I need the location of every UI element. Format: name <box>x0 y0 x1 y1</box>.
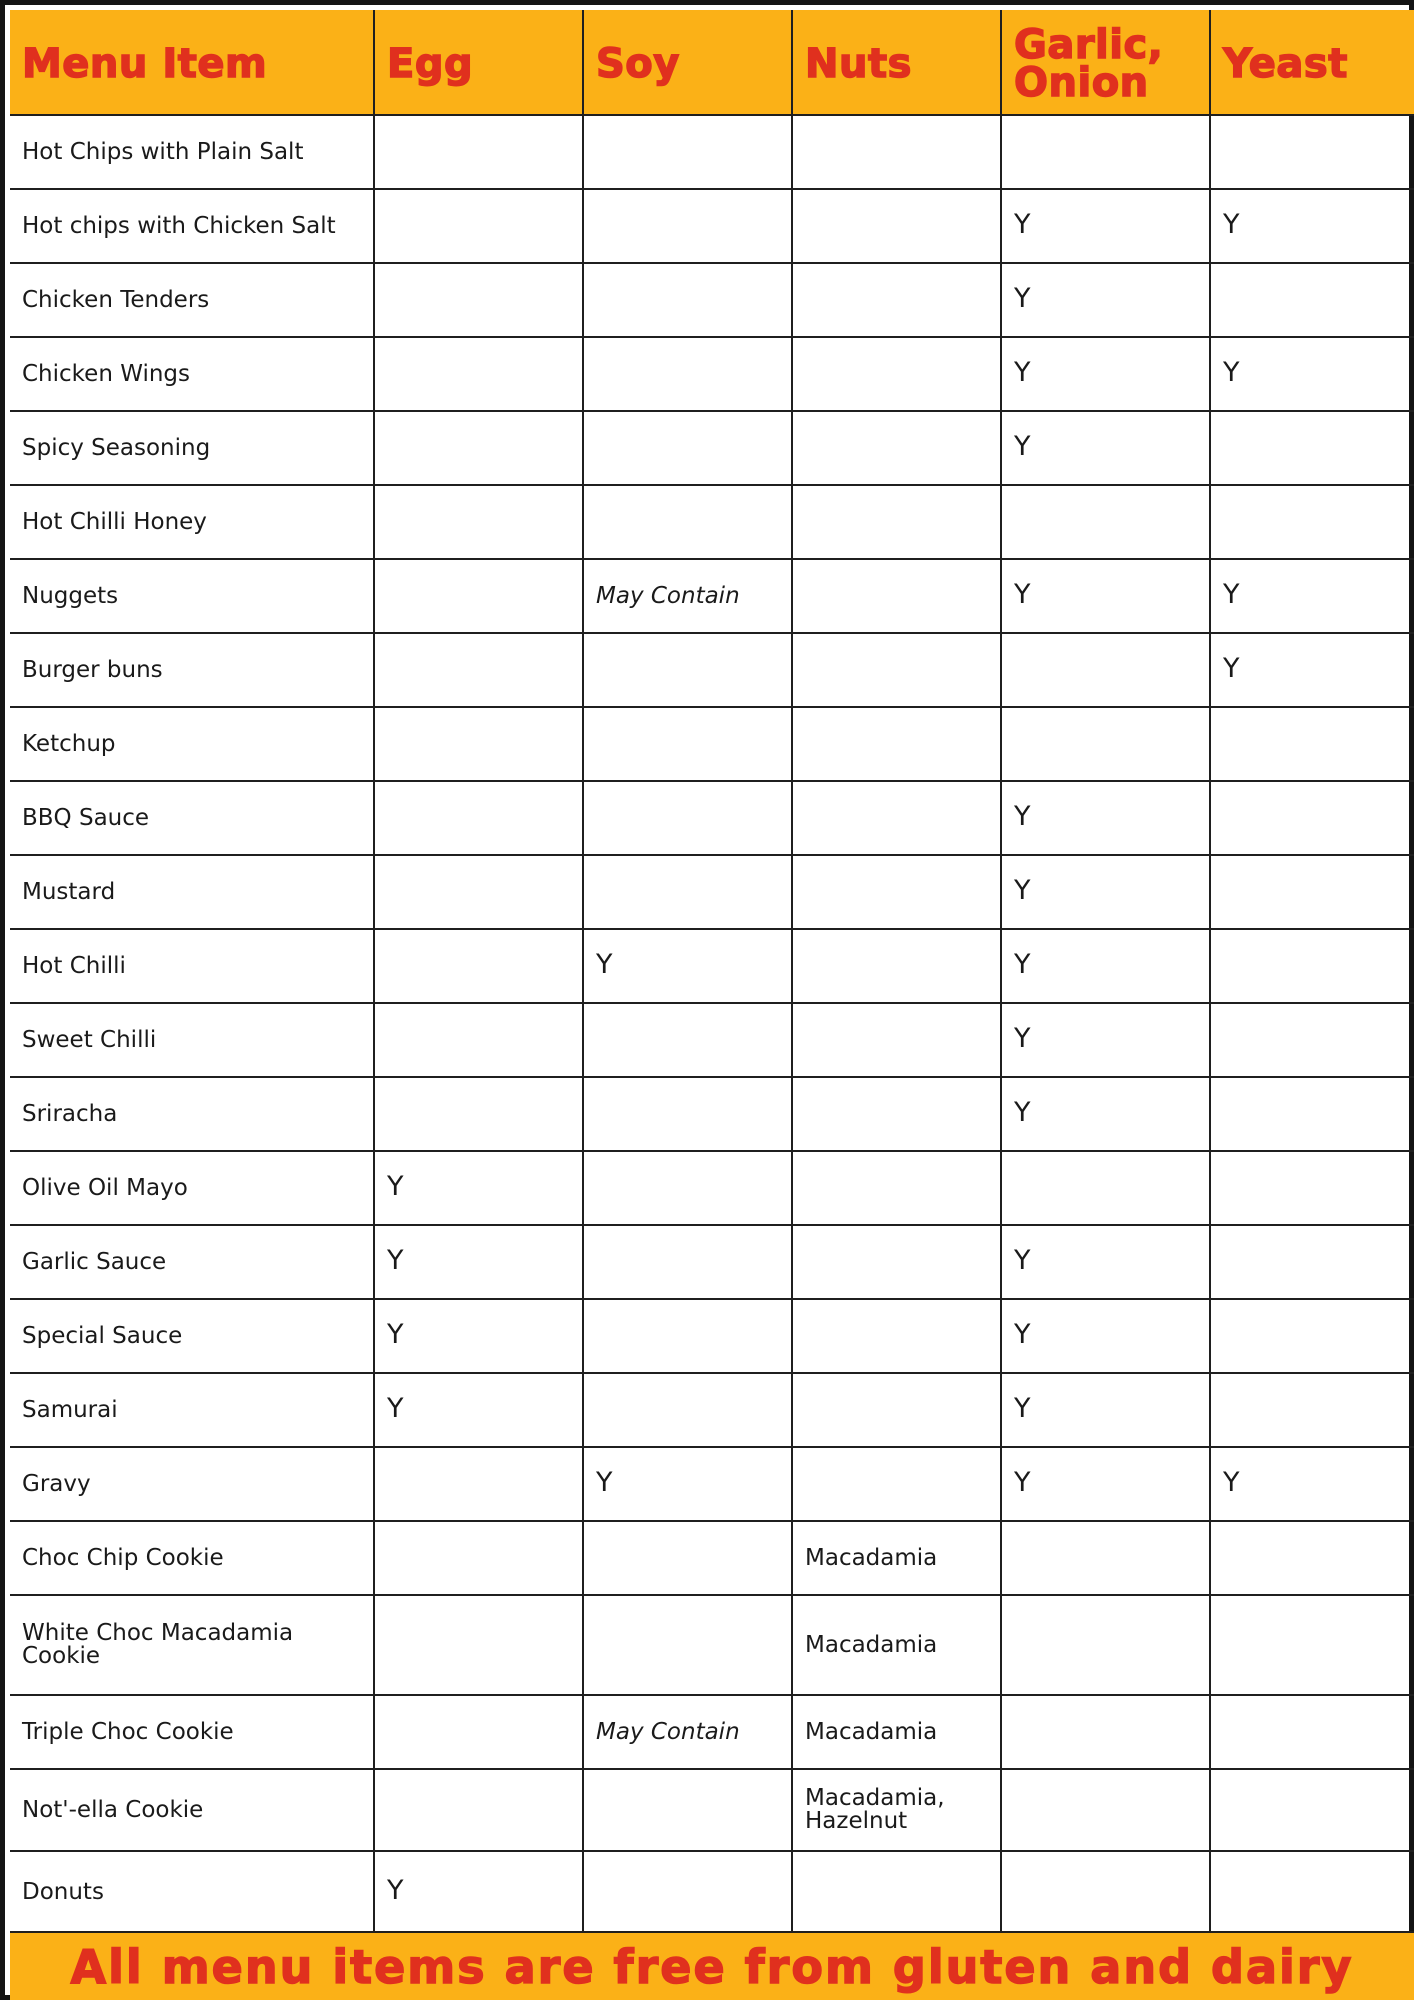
garlic-onion-cell: Y <box>1001 411 1210 485</box>
menu-item-cell: Chicken Wings <box>10 337 374 411</box>
menu-item-cell: Mustard <box>10 855 374 929</box>
menu-item-cell: Choc Chip Cookie <box>10 1521 374 1595</box>
header-soy: Soy <box>583 10 792 115</box>
allergen-table <box>10 10 1414 1934</box>
table-row <box>10 115 1414 189</box>
table-row <box>10 855 1414 929</box>
egg-cell <box>374 411 583 485</box>
nuts-cell <box>792 1373 1001 1447</box>
soy-cell <box>583 1299 792 1373</box>
nuts-cell <box>792 485 1001 559</box>
soy-cell <box>583 1003 792 1077</box>
menu-item-cell: Ketchup <box>10 707 374 781</box>
garlic-onion-cell <box>1001 485 1210 559</box>
garlic-onion-cell: Y <box>1001 337 1210 411</box>
may-contain-note: May Contain <box>596 582 740 609</box>
table-row <box>10 189 1414 263</box>
yeast-cell <box>1210 1521 1414 1595</box>
egg-cell <box>374 485 583 559</box>
yeast-cell <box>1210 707 1414 781</box>
menu-item-cell: Special Sauce <box>10 1299 374 1373</box>
yeast-cell <box>1210 1077 1414 1151</box>
nuts-cell <box>792 855 1001 929</box>
table-row <box>10 1299 1414 1373</box>
garlic-onion-cell: Y <box>1001 1225 1210 1299</box>
nuts-cell: Macadamia, Hazelnut <box>792 1769 1001 1851</box>
yeast-cell: Y <box>1210 1447 1414 1521</box>
may-contain-note: May Contain <box>596 1718 740 1745</box>
egg-cell <box>374 1003 583 1077</box>
menu-item-cell: Not'-ella Cookie <box>10 1769 374 1851</box>
nuts-cell <box>792 559 1001 633</box>
soy-cell <box>583 707 792 781</box>
table-row <box>10 559 1414 633</box>
nuts-cell: Macadamia <box>792 1521 1001 1595</box>
nuts-cell: Macadamia <box>792 1595 1001 1695</box>
table-body <box>10 115 1414 1933</box>
menu-item-cell: BBQ Sauce <box>10 781 374 855</box>
nuts-cell <box>792 1077 1001 1151</box>
soy-cell <box>583 485 792 559</box>
yeast-cell <box>1210 1769 1414 1851</box>
nuts-cell <box>792 115 1001 189</box>
nuts-cell <box>792 337 1001 411</box>
garlic-onion-cell <box>1001 115 1210 189</box>
table-row <box>10 1595 1414 1695</box>
soy-cell <box>583 189 792 263</box>
egg-cell <box>374 855 583 929</box>
table-row <box>10 1447 1414 1521</box>
egg-cell <box>374 1695 583 1769</box>
egg-cell <box>374 559 583 633</box>
egg-cell <box>374 1077 583 1151</box>
soy-cell <box>583 1695 792 1769</box>
table-row <box>10 263 1414 337</box>
menu-item-cell: Nuggets <box>10 559 374 633</box>
egg-cell <box>374 337 583 411</box>
menu-item-cell: Hot Chips with Plain Salt <box>10 115 374 189</box>
garlic-onion-cell <box>1001 633 1210 707</box>
egg-cell <box>374 633 583 707</box>
nuts-cell <box>792 1225 1001 1299</box>
yeast-cell <box>1210 263 1414 337</box>
garlic-onion-cell: Y <box>1001 1447 1210 1521</box>
garlic-onion-cell: Y <box>1001 1003 1210 1077</box>
yeast-cell <box>1210 411 1414 485</box>
soy-cell <box>583 633 792 707</box>
soy-cell <box>583 1521 792 1595</box>
yeast-cell <box>1210 1151 1414 1225</box>
soy-cell <box>583 855 792 929</box>
menu-item-cell: Hot chips with Chicken Salt <box>10 189 374 263</box>
table-row <box>10 411 1414 485</box>
table-row <box>10 1077 1414 1151</box>
soy-cell <box>583 1151 792 1225</box>
menu-item-cell: Sriracha <box>10 1077 374 1151</box>
header-egg: Egg <box>374 10 583 115</box>
nuts-cell <box>792 707 1001 781</box>
garlic-onion-cell <box>1001 707 1210 781</box>
garlic-onion-cell: Y <box>1001 559 1210 633</box>
table-row <box>10 337 1414 411</box>
soy-cell: Y <box>583 1447 792 1521</box>
garlic-onion-cell <box>1001 1595 1210 1695</box>
menu-item-cell: Burger buns <box>10 633 374 707</box>
garlic-onion-cell: Y <box>1001 189 1210 263</box>
header-garlic-onion: Garlic, Onion <box>1001 10 1210 115</box>
yeast-cell <box>1210 1299 1414 1373</box>
yeast-cell: Y <box>1210 189 1414 263</box>
yeast-cell: Y <box>1210 337 1414 411</box>
table-row <box>10 1373 1414 1447</box>
garlic-onion-cell: Y <box>1001 855 1210 929</box>
yeast-cell <box>1210 1695 1414 1769</box>
yeast-cell <box>1210 1225 1414 1299</box>
garlic-onion-cell: Y <box>1001 1373 1210 1447</box>
garlic-onion-cell <box>1001 1769 1210 1851</box>
table-row <box>10 1151 1414 1225</box>
table-row <box>10 1521 1414 1595</box>
egg-cell <box>374 707 583 781</box>
nuts-cell <box>792 929 1001 1003</box>
nuts-cell: Macadamia <box>792 1695 1001 1769</box>
garlic-onion-cell: Y <box>1001 781 1210 855</box>
header-yeast: Yeast <box>1210 10 1414 115</box>
table-row <box>10 929 1414 1003</box>
egg-cell <box>374 189 583 263</box>
egg-cell <box>374 1521 583 1595</box>
nuts-cell <box>792 1851 1001 1933</box>
egg-cell <box>374 263 583 337</box>
yeast-cell <box>1210 1373 1414 1447</box>
table-row <box>10 1769 1414 1851</box>
egg-cell: Y <box>374 1299 583 1373</box>
menu-item-cell: Chicken Tenders <box>10 263 374 337</box>
yeast-cell <box>1210 485 1414 559</box>
menu-item-cell: Sweet Chilli <box>10 1003 374 1077</box>
egg-cell <box>374 781 583 855</box>
nuts-cell <box>792 263 1001 337</box>
garlic-onion-cell: Y <box>1001 263 1210 337</box>
egg-cell <box>374 1447 583 1521</box>
header-nuts: Nuts <box>792 10 1001 115</box>
menu-item-cell: Gravy <box>10 1447 374 1521</box>
yeast-cell <box>1210 1595 1414 1695</box>
soy-cell <box>583 1595 792 1695</box>
soy-cell <box>583 1851 792 1933</box>
soy-cell <box>583 1769 792 1851</box>
menu-item-cell: Garlic Sauce <box>10 1225 374 1299</box>
soy-cell <box>583 1225 792 1299</box>
menu-item-cell: Hot Chilli <box>10 929 374 1003</box>
nuts-cell <box>792 1003 1001 1077</box>
soy-cell <box>583 263 792 337</box>
garlic-onion-cell <box>1001 1695 1210 1769</box>
soy-cell <box>583 781 792 855</box>
soy-cell <box>583 1373 792 1447</box>
egg-cell <box>374 115 583 189</box>
nuts-cell <box>792 1299 1001 1373</box>
egg-cell: Y <box>374 1851 583 1933</box>
garlic-onion-cell <box>1001 1851 1210 1933</box>
nuts-cell <box>792 189 1001 263</box>
menu-item-cell: White Choc Macadamia Cookie <box>10 1595 374 1695</box>
header-menu-item: Menu Item <box>10 10 374 115</box>
yeast-cell: Y <box>1210 633 1414 707</box>
nuts-cell <box>792 781 1001 855</box>
table-row <box>10 1851 1414 1933</box>
table-row <box>10 781 1414 855</box>
table-header-row <box>10 10 1414 115</box>
soy-cell: Y <box>583 929 792 1003</box>
egg-cell: Y <box>374 1151 583 1225</box>
yeast-cell <box>1210 929 1414 1003</box>
menu-item-cell: Donuts <box>10 1851 374 1933</box>
nuts-cell <box>792 633 1001 707</box>
garlic-onion-cell <box>1001 1521 1210 1595</box>
yeast-cell <box>1210 1851 1414 1933</box>
egg-cell: Y <box>374 1225 583 1299</box>
soy-cell <box>583 559 792 633</box>
footer-note: All menu items are free from gluten and dairy <box>70 1939 1354 1994</box>
table-row <box>10 1695 1414 1769</box>
table-row <box>10 1003 1414 1077</box>
table-row <box>10 1225 1414 1299</box>
nuts-cell <box>792 1151 1001 1225</box>
yeast-cell <box>1210 1003 1414 1077</box>
menu-item-cell: Olive Oil Mayo <box>10 1151 374 1225</box>
soy-cell <box>583 411 792 485</box>
soy-cell <box>583 337 792 411</box>
menu-item-cell: Samurai <box>10 1373 374 1447</box>
table-row <box>10 633 1414 707</box>
egg-cell <box>374 929 583 1003</box>
soy-cell <box>583 1077 792 1151</box>
garlic-onion-cell: Y <box>1001 1077 1210 1151</box>
table-row <box>10 485 1414 559</box>
table-row <box>10 707 1414 781</box>
garlic-onion-cell <box>1001 1151 1210 1225</box>
egg-cell <box>374 1595 583 1695</box>
yeast-cell <box>1210 781 1414 855</box>
yeast-cell <box>1210 855 1414 929</box>
yeast-cell: Y <box>1210 559 1414 633</box>
menu-item-cell: Spicy Seasoning <box>10 411 374 485</box>
soy-cell <box>583 115 792 189</box>
footer-banner <box>10 1931 1414 2000</box>
egg-cell: Y <box>374 1373 583 1447</box>
nuts-cell <box>792 1447 1001 1521</box>
garlic-onion-cell: Y <box>1001 1299 1210 1373</box>
menu-item-cell: Hot Chilli Honey <box>10 485 374 559</box>
egg-cell <box>374 1769 583 1851</box>
garlic-onion-cell: Y <box>1001 929 1210 1003</box>
menu-item-cell: Triple Choc Cookie <box>10 1695 374 1769</box>
yeast-cell <box>1210 115 1414 189</box>
nuts-cell <box>792 411 1001 485</box>
